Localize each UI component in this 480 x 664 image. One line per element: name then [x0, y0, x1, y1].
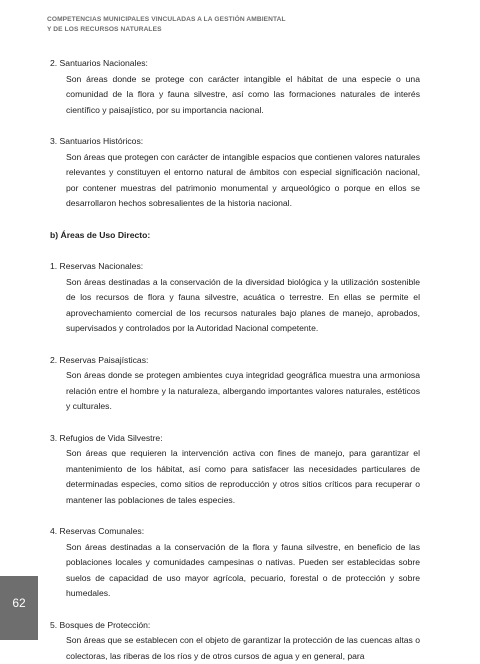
list-item: [50, 524, 420, 602]
list-item-body: Son áreas destinadas a la conservación de la diversidad biológica y la utilización sostenible de los recursos de flora y fauna silvestre, acuática o terrestre. En ellas se permite el aprovechamiento comercial de los recursos naturales bajo planes de manejo, aprobados, supervisados y controlados por la Autoridad Nacional competente.: [50, 275, 420, 337]
list-item-body: Son áreas que protegen con carácter de intangible espacios que contienen valores naturales relevantes y constituyen el entorno natural de ámbitos con especial significación nacional, por contener muestras del patrimonio monumental y arqueológico o porque en ellos se desarrollaron hechos sobresalientes de la historia nacional.: [50, 150, 420, 212]
list-item: [50, 353, 420, 415]
list-item-body: Son áreas donde se protegen ambientes cuya integridad geográfica muestra una armoniosa relación entre el hombre y la naturaleza, albergando importantes valores naturales, estéticos y culturales.: [50, 368, 420, 415]
list-item-title: 4. Reservas Comunales:: [50, 524, 420, 540]
list-item-body: Son áreas donde se protege con carácter intangible el hábitat de una especie o una comunidad de la flora y fauna silvestre, así como las formaciones naturales de interés científico y paisajístico, por su importancia nacional.: [50, 72, 420, 119]
list-item-body: Son áreas que se establecen con el objeto de garantizar la protección de las cuencas altas o colectoras, las riberas de los ríos y de otros cursos de agua y en general, para: [50, 633, 420, 664]
list-item-title: 3. Refugios de Vida Silvestre:: [50, 431, 420, 447]
list-item-title: 3. Santuarios Históricos:: [50, 134, 420, 150]
list-item-title: 1. Reservas Nacionales:: [50, 259, 420, 275]
list-item: [50, 618, 420, 664]
running-header: [47, 15, 447, 34]
section-heading: b) Áreas de Uso Directo:: [50, 228, 420, 244]
list-item: [50, 134, 420, 212]
list-item-title: 2. Reservas Paisajísticas:: [50, 353, 420, 369]
list-item-body: Son áreas destinadas a la conservación de la flora y fauna silvestre, en beneficio de las poblaciones locales y comunidades campesinas o nativas. Pueden ser establecidas sobre suelos de capacidad de uso mayor agrícola, pecuario, forestal o de protección y sobre humedales.: [50, 540, 420, 602]
running-header-line-2: Y DE LOS RECURSOS NATURALES: [47, 25, 447, 35]
list-item-body: Son áreas que requieren la intervención activa con fines de manejo, para garantizar el mantenimiento de los hábitat, así como para satisfacer las necesidades particulares de determinadas especies, como sitios de reproducción y otros sitios críticos para recuperar o mantener las poblaciones de tales especies.: [50, 446, 420, 508]
running-header-line-1: COMPETENCIAS MUNICIPALES VINCULADAS A LA GESTIÓN AMBIENTAL: [47, 15, 447, 25]
page-number: 62: [0, 576, 38, 640]
list-item: [50, 259, 420, 337]
list-item: [50, 431, 420, 509]
list-item-title: 5. Bosques de Protección:: [50, 618, 420, 634]
page-content: [50, 56, 420, 664]
list-item: [50, 56, 420, 118]
list-item-title: 2. Santuarios Nacionales:: [50, 56, 420, 72]
